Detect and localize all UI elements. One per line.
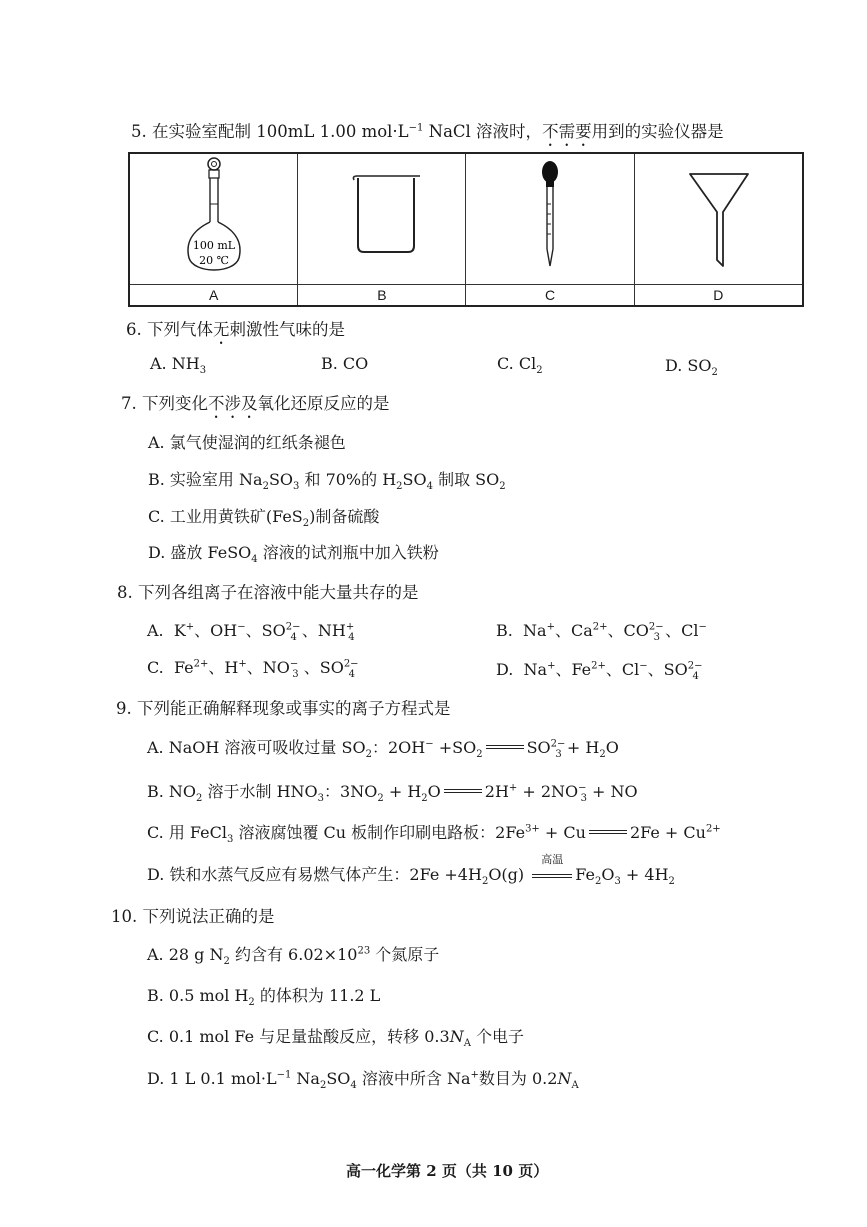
funnel-icon: [638, 154, 798, 280]
q9-c-4: 2Fe + Cu: [629, 823, 706, 842]
q9-b-5: O: [427, 782, 441, 801]
page-footer: 高一化学第 2 页（共 10 页）: [346, 1162, 549, 1180]
q10-c-3: A: [463, 1038, 471, 1050]
option-label-a: A: [129, 285, 298, 307]
q9-option-c: C. 用 FeCl$_3$ 溶液腐蚀覆 Cu 板制作印刷电路板：$2Fe^{3+} + Cu$ $2Fe + Cu^{2+}$: [147, 823, 721, 846]
q9-a-2: ：2OH: [371, 738, 426, 757]
q8-stem: [117, 579, 419, 603]
equals-sign-icon: [532, 874, 572, 878]
q5-text-after: 用到的实验仪器是: [591, 122, 724, 141]
q7-c-2: )制备硫酸: [309, 507, 380, 526]
flask-temp-label: 20 ℃: [198, 254, 229, 267]
q9-b-1: B. NO: [147, 782, 197, 801]
q6-opt-c-text: C. Cl: [497, 354, 537, 373]
q7-b-2: SO: [268, 470, 294, 489]
q10-a-1: A. 28 g N: [147, 945, 224, 964]
q9-b-4: + H: [383, 782, 422, 801]
q9-option-b: B. $NO_2$ 溶于水制 $HNO_3$：$3NO_2 + H_2O$ $2H^+ + 2NO^-_3$ + NO: [147, 782, 638, 805]
q9-b-3: ：3NO: [324, 782, 378, 801]
q9-d-2: O(g): [488, 865, 525, 884]
q9-c-3: + Cu: [539, 823, 586, 842]
q5-text-mid: NaCl 溶液时，: [423, 122, 543, 141]
q7-d-1: D. 盛放 FeSO: [148, 543, 252, 562]
q8-text: 下列各组离子在溶液中能大量共存的是: [138, 583, 419, 602]
beaker-cell: [298, 153, 466, 285]
q9-a-6: O: [605, 738, 619, 757]
volumetric-flask-icon: [134, 154, 294, 280]
funnel-cell: [634, 153, 803, 285]
q7-stem: [121, 390, 390, 422]
reaction-condition: [532, 853, 572, 884]
q8-c-label: C.: [147, 658, 164, 677]
q7-b-sub2: 3: [293, 481, 300, 493]
q10-d-5: 数目为 0.2: [478, 1069, 558, 1088]
q9-option-d: D. 铁和水蒸气反应有易燃气体产生：$2Fe +4H_2O(g)$ 高温 $Fe_2O_3 + 4H_2$: [147, 853, 675, 888]
q7-b-sub3: 2: [396, 481, 403, 493]
q6-option-b: [321, 354, 368, 373]
q7-c-1: C. 工业用黄铁矿(FeS: [148, 507, 303, 526]
q8-d-label: D.: [496, 660, 514, 679]
q9-option-a: A. NaOH 溶液可吸收过量 $SO_2$：$2OH^- +SO_2$ $SO^{2-}_3 + H_2O$: [147, 738, 619, 761]
q10-option-c: [147, 1024, 525, 1050]
q7-b-sub1: 2: [262, 481, 269, 493]
equals-sign-icon: [486, 745, 524, 749]
q9-d-5: + 4H: [620, 865, 669, 884]
q10-option-b: B. 0.5 mol $H_2$ 的体积为 11.2 L: [147, 986, 381, 1009]
q8-option-c: C. $Fe^{2+}$、H+、$NO^-_3$ 、$SO^{2-}_4$: [147, 658, 359, 681]
q7-option-b: [148, 467, 506, 493]
q10-c-4: 个电子: [470, 1027, 525, 1046]
q10-a-2: 约含有 6.02×10: [229, 945, 358, 964]
equals-sign-icon: [589, 830, 627, 834]
q5-text-before: 在实验室配制 100mL 1.00 mol·L: [152, 122, 409, 141]
q7-option-c: [148, 504, 380, 530]
q7-option-d: [148, 540, 439, 566]
option-label-d: D: [634, 285, 803, 307]
q9-d-4: O: [601, 865, 615, 884]
q6-opt-a-sub: 3: [199, 365, 207, 377]
q7-b-sub4: 4: [426, 481, 433, 493]
q9-text: 下列能正确解释现象或事实的离子方程式是: [137, 699, 451, 718]
q10-d-3: SO: [326, 1069, 351, 1088]
q10-b-1: B. 0.5 mol H: [147, 986, 249, 1005]
q7-text-b: 氧化还原反应的是: [257, 394, 390, 413]
q10-a-3: 个氮原子: [370, 945, 440, 964]
q8-option-b: B. Na+、$Ca^{2+}$、$CO^{2-}_3$ 、Cl−: [496, 621, 707, 644]
q7-number: 7.: [121, 394, 137, 413]
q7-c-sub: 2: [302, 518, 310, 530]
q10-text: 下列说法正确的是: [142, 907, 275, 926]
q8-number: 8.: [117, 583, 133, 602]
q9-b-6: 2H: [484, 782, 509, 801]
q9-d-3: Fe: [575, 865, 595, 884]
q7-b-5: 制取 SO: [433, 470, 500, 489]
q9-d-1: D. 铁和水蒸气反应有易燃气体产生：2Fe +4H: [147, 865, 482, 884]
q5-number: 5.: [131, 122, 147, 141]
q7-text-a: 下列变化: [142, 394, 208, 413]
q6-number: 6.: [126, 320, 142, 339]
q10-stem: [111, 903, 275, 927]
q6-opt-a-text: A. NH: [150, 354, 200, 373]
option-label-c: C: [466, 285, 634, 307]
flask-volume-label: 100 mL: [192, 239, 235, 252]
q5-emphasis: 不需要: [542, 122, 592, 141]
q6-opt-b-text: B. CO: [321, 354, 369, 373]
q6-stem: [126, 316, 345, 348]
q10-d-6: N: [557, 1069, 572, 1088]
q10-c-2: N: [449, 1027, 464, 1046]
flask-cell: [129, 153, 298, 285]
q10-d-4: 溶液中所含 Na: [356, 1069, 471, 1088]
q8-b-label: B.: [496, 621, 513, 640]
q10-d-1: D. 1 L 0.1 mol·L: [147, 1069, 277, 1088]
q9-a-5: + H: [561, 738, 600, 757]
equals-sign-icon: [444, 789, 482, 793]
q7-d-2: 溶液的试剂瓶中加入铁粉: [257, 543, 439, 562]
q6-emphasis: 无: [213, 320, 230, 339]
q10-b-2: 的体积为 11.2 L: [254, 986, 381, 1005]
condition-text: 高温: [541, 853, 564, 866]
option-label-b: B: [298, 285, 466, 307]
q10-d-2: Na: [291, 1069, 320, 1088]
dropper-icon: [470, 154, 630, 280]
q5-sup: −1: [408, 122, 424, 134]
q7-d-sub: 4: [251, 554, 258, 566]
q9-a-4: SO: [526, 738, 551, 757]
q9-b-2: 溶于水制 HNO: [202, 782, 318, 801]
q6-text-a: 下列气体: [147, 320, 213, 339]
q10-option-d: D. 1 L 0.1 $mol\cdot L^{-1}$ $Na_2SO_4$ 溶液中所含 Na+数目为 $0.2N_A$: [147, 1069, 579, 1092]
q8-a-label: A.: [147, 621, 164, 640]
q8-option-d: D. Na+、$Fe^{2+}$、Cl−、$SO^{2-}_4$: [496, 660, 703, 683]
q9-b-7: + 2NO: [517, 782, 579, 801]
q7-option-a: A. 氯气使湿润的红纸条褪色: [148, 433, 346, 452]
apparatus-table: [128, 152, 804, 307]
q6-opt-d-text: D. SO: [665, 356, 712, 375]
q6-text-b: 刺激性气味的是: [229, 320, 345, 339]
q10-d-7: A: [571, 1080, 579, 1092]
q10-number: 10.: [111, 907, 138, 926]
beaker-icon: [302, 154, 462, 280]
q6-option-d: [665, 356, 718, 379]
q8-option-a: A. K+、OH−、$SO^{2-}_4$ 、$NH^+_4$: [147, 621, 355, 644]
q9-number: 9.: [116, 699, 132, 718]
q10-c-1: C. 0.1 mol Fe 与足量盐酸反应，转移 0.3: [147, 1027, 450, 1046]
q9-a-3: +SO: [433, 738, 477, 757]
q7-emphasis: 不涉及: [208, 394, 258, 413]
q6-option-c: [497, 354, 543, 377]
dropper-cell: [466, 153, 634, 285]
q7-b-4: SO: [402, 470, 427, 489]
q7-b-sub5: 2: [499, 481, 506, 493]
q10-option-a: A. 28 g $N_2$ 约含有 $6.02\times 10^{23}$ 个氮原子: [147, 945, 440, 968]
q9-c-1: C. 用 FeCl: [147, 823, 227, 842]
q9-c-2: 溶液腐蚀覆 Cu 板制作印刷电路板：2Fe: [233, 823, 526, 842]
q6-option-a: [150, 354, 207, 377]
q5-stem: [131, 118, 724, 150]
q9-b-8: + NO: [586, 782, 638, 801]
q6-opt-d-sub: 2: [711, 367, 718, 379]
q7-b-1: B. 实验室用 Na: [148, 470, 263, 489]
q7-b-3: 和 70%的 H: [299, 470, 397, 489]
q9-stem: [116, 695, 451, 719]
q9-a-1: A. NaOH 溶液可吸收过量 SO: [147, 738, 366, 757]
q6-opt-c-sub: 2: [536, 365, 543, 377]
